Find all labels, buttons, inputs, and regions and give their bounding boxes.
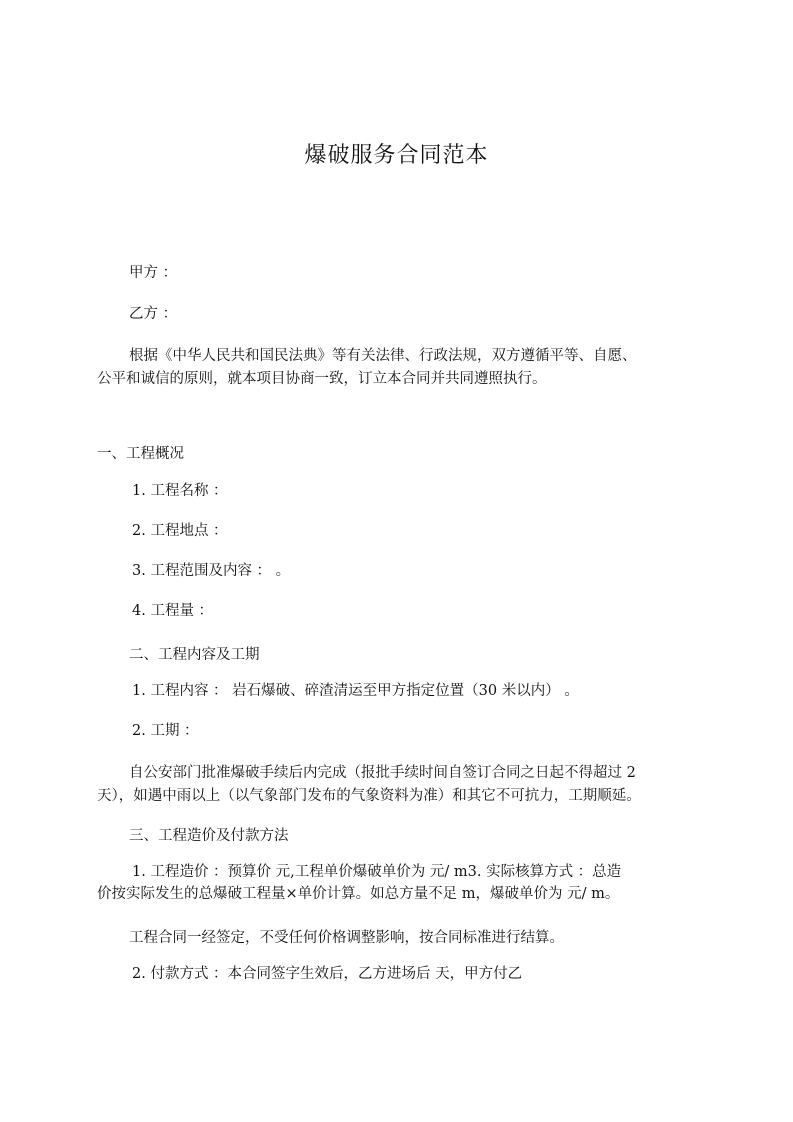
section-2-para-line-2: 天），如遇中雨以上（以气象部门发布的气象资料为准）和其它不可抗力，工期顺延。 <box>97 788 641 804</box>
party-b-line: 乙方 ： <box>129 306 178 322</box>
section-2-heading: 二、工程内容及工期 <box>129 647 260 663</box>
section-3-heading: 三、工程造价及付款方法 <box>129 828 289 844</box>
section-2-para-line-1: 自公安部门批准爆破手续后内完成（报批手续时间自签订合同之日起不得超过 2 <box>129 765 636 781</box>
section-2-item-2: 2. 工期 ： <box>132 723 199 739</box>
section-3-item-2: 2. 付款方式 ：本合同签字生效后，乙方进场后 天，甲方付乙 <box>132 966 523 982</box>
document-title: 爆破服务合同范本 <box>304 143 489 168</box>
section-1-item-1: 1. 工程名称 ： <box>132 483 228 499</box>
section-3-item-1-line-1: 1. 工程造价 ：预算价 元,工程单价爆破单价为 元/ m3. 实际核算方式 ：总造 <box>132 864 622 880</box>
section-2-item-1: 1. 工程内容 ： 岩石爆破、碎渣清运至甲方指定位置（30 米以内） 。 <box>132 683 579 699</box>
section-3-item-1-line-2: 价按实际发生的总爆破工程量×单价计算。如总方量不足 m，爆破单价为 元/ m。 <box>97 886 620 902</box>
section-1-item-3: 3. 工程范围及内容 ： 。 <box>132 563 291 579</box>
preamble-line-1: 根据《中华人民共和国民法典》等有关法律、行政法规，双方遵循平等、自愿、 <box>129 348 637 364</box>
party-a-line: 甲方 ： <box>129 265 178 281</box>
section-1-item-2: 2. 工程地点 ： <box>132 523 228 539</box>
section-3-para: 工程合同一经签定，不受任何价格调整影响，按合同标准进行结算。 <box>129 930 564 946</box>
preamble-line-2: 公平和诚信的原则，就本项目协商一致，订立本合同并共同遵照执行。 <box>97 371 547 387</box>
section-1-heading: 一、工程概况 <box>97 446 184 462</box>
section-1-item-4: 4. 工程量 ： <box>132 603 214 619</box>
